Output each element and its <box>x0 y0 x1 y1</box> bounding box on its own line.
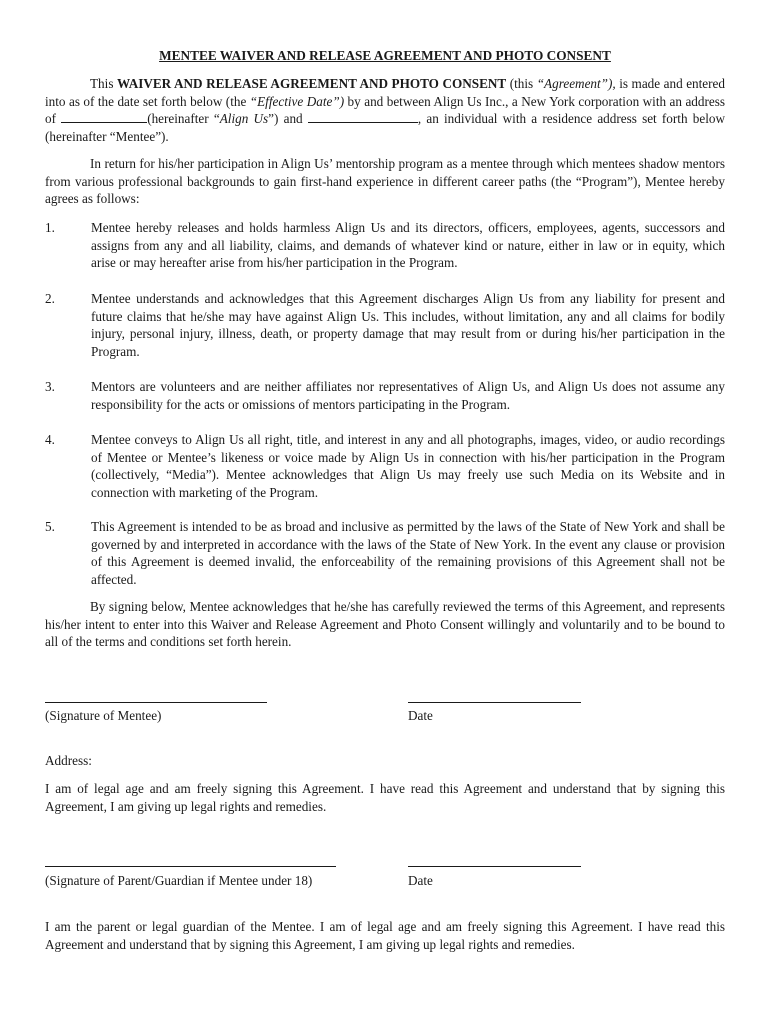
item-number: 2. <box>45 291 55 306</box>
legal-age-statement: I am of legal age and am freely signing this Agreement. I have read this Agreement and understand that by signing this Agreement, I am giving up legal rights and remedies. <box>45 781 725 814</box>
intro-paragraph <box>45 75 725 145</box>
mentee-date-line[interactable] <box>408 702 581 703</box>
item-number: 5. <box>45 519 55 534</box>
agreement-name-bold: WAIVER AND RELEASE AGREEMENT AND PHOTO CONSENT <box>116 76 507 91</box>
address-label: Address: <box>45 753 92 768</box>
agreement-term: “Agreement”), <box>536 76 616 91</box>
item-number: 1. <box>45 220 55 235</box>
signature-guardian-label: (Signature of Parent/Guardian if Mentee under 18) <box>45 873 313 888</box>
intro-text: (hereinafter “ <box>147 111 220 126</box>
mentee-name-blank[interactable] <box>308 110 418 123</box>
intro-text: (this <box>506 76 537 91</box>
document-title: MENTEE WAIVER AND RELEASE AGREEMENT AND PHOTO CONSENT <box>159 48 611 63</box>
signature-mentee-label: (Signature of Mentee) <box>45 708 162 723</box>
date-label: Date <box>408 873 433 888</box>
intro-text: This <box>90 76 117 91</box>
guardian-date-line[interactable] <box>408 866 581 867</box>
program-paragraph: In return for his/her participation in Align Us’ mentorship program as a mentee through which mentees shadow mentors from various professional backgrounds to gain first-hand experience in different career paths (the “Program”), Mentee hereby agrees as follows: <box>45 156 725 206</box>
item-text: Mentee understands and acknowledges that this Agreement discharges Align Us from any liability for present and future claims that he/she may have against Align Us. This includes, without limitation, any and all claims for bodily injury, personal injury, illness, death, or property damage that may result from or during his/her participation in the Program. <box>91 291 725 359</box>
company-address-blank[interactable] <box>61 110 147 123</box>
mentee-signature-line[interactable] <box>45 702 267 703</box>
date-label: Date <box>408 708 433 723</box>
intro-text: by and between Align Us Inc., a New York corporation with an address of <box>45 93 726 126</box>
intro-text: is made and entered into as of the date set forth below (the <box>45 76 726 109</box>
item-text: Mentee hereby releases and holds harmless Align Us and its directors, officers, employees, agents, successors and assigns from any and all liability, claims, and demands of whatever kind or nature, either in law or in equity, which arise or may hereafter arise from his/her participation in the Program. <box>91 220 725 270</box>
item-text: This Agreement is intended to be as broad and inclusive as permitted by the laws of the State of New York and shall be governed by and interpreted in accordance with the laws of the State of New York. In the event any clause or provision of this Agreement is deemed invalid, the enforceability of the remaining provisions of this Agreement shall not be affected. <box>91 519 725 587</box>
effective-date-term: “Effective Date”) <box>249 93 345 109</box>
guardian-signature-line[interactable] <box>45 866 336 867</box>
item-text: Mentee conveys to Align Us all right, title, and interest in any and all photographs, images, video, or audio recordings of Mentee or Mentee’s likeness or voice made by Align Us in connection with his/her participation in the Program (collectively, “Media”). Mentee acknowledges that Align Us may freely use such Media on its Website and in connection with marketing of the Program. <box>91 432 725 500</box>
intro-text: ”) and <box>268 111 308 126</box>
item-text: Mentors are volunteers and are neither affiliates nor representatives of Align Us, and Align Us does not assume any responsibility for the acts or omissions of mentors participating in the Program. <box>91 379 725 412</box>
guardian-statement: I am the parent or legal guardian of the Mentee. I am of legal age and am freely signing this Agreement. I have read this Agreement and understand that by signing this Agreement, I am giving up legal rights and remedies. <box>45 919 725 952</box>
signing-paragraph: By signing below, Mentee acknowledges that he/she has carefully reviewed the terms of this Agreement, and represents his/her intent to enter into this Waiver and Release Agreement and Photo Consent willingly and voluntarily and to be bound to all of the terms and conditions set forth herein. <box>45 599 725 649</box>
item-number: 4. <box>45 432 55 447</box>
intro-text: , an individual with a residence address set forth below (hereinafter “Mentee”). <box>45 111 725 144</box>
item-number: 3. <box>45 379 55 394</box>
align-us-term: Align Us <box>219 111 269 126</box>
